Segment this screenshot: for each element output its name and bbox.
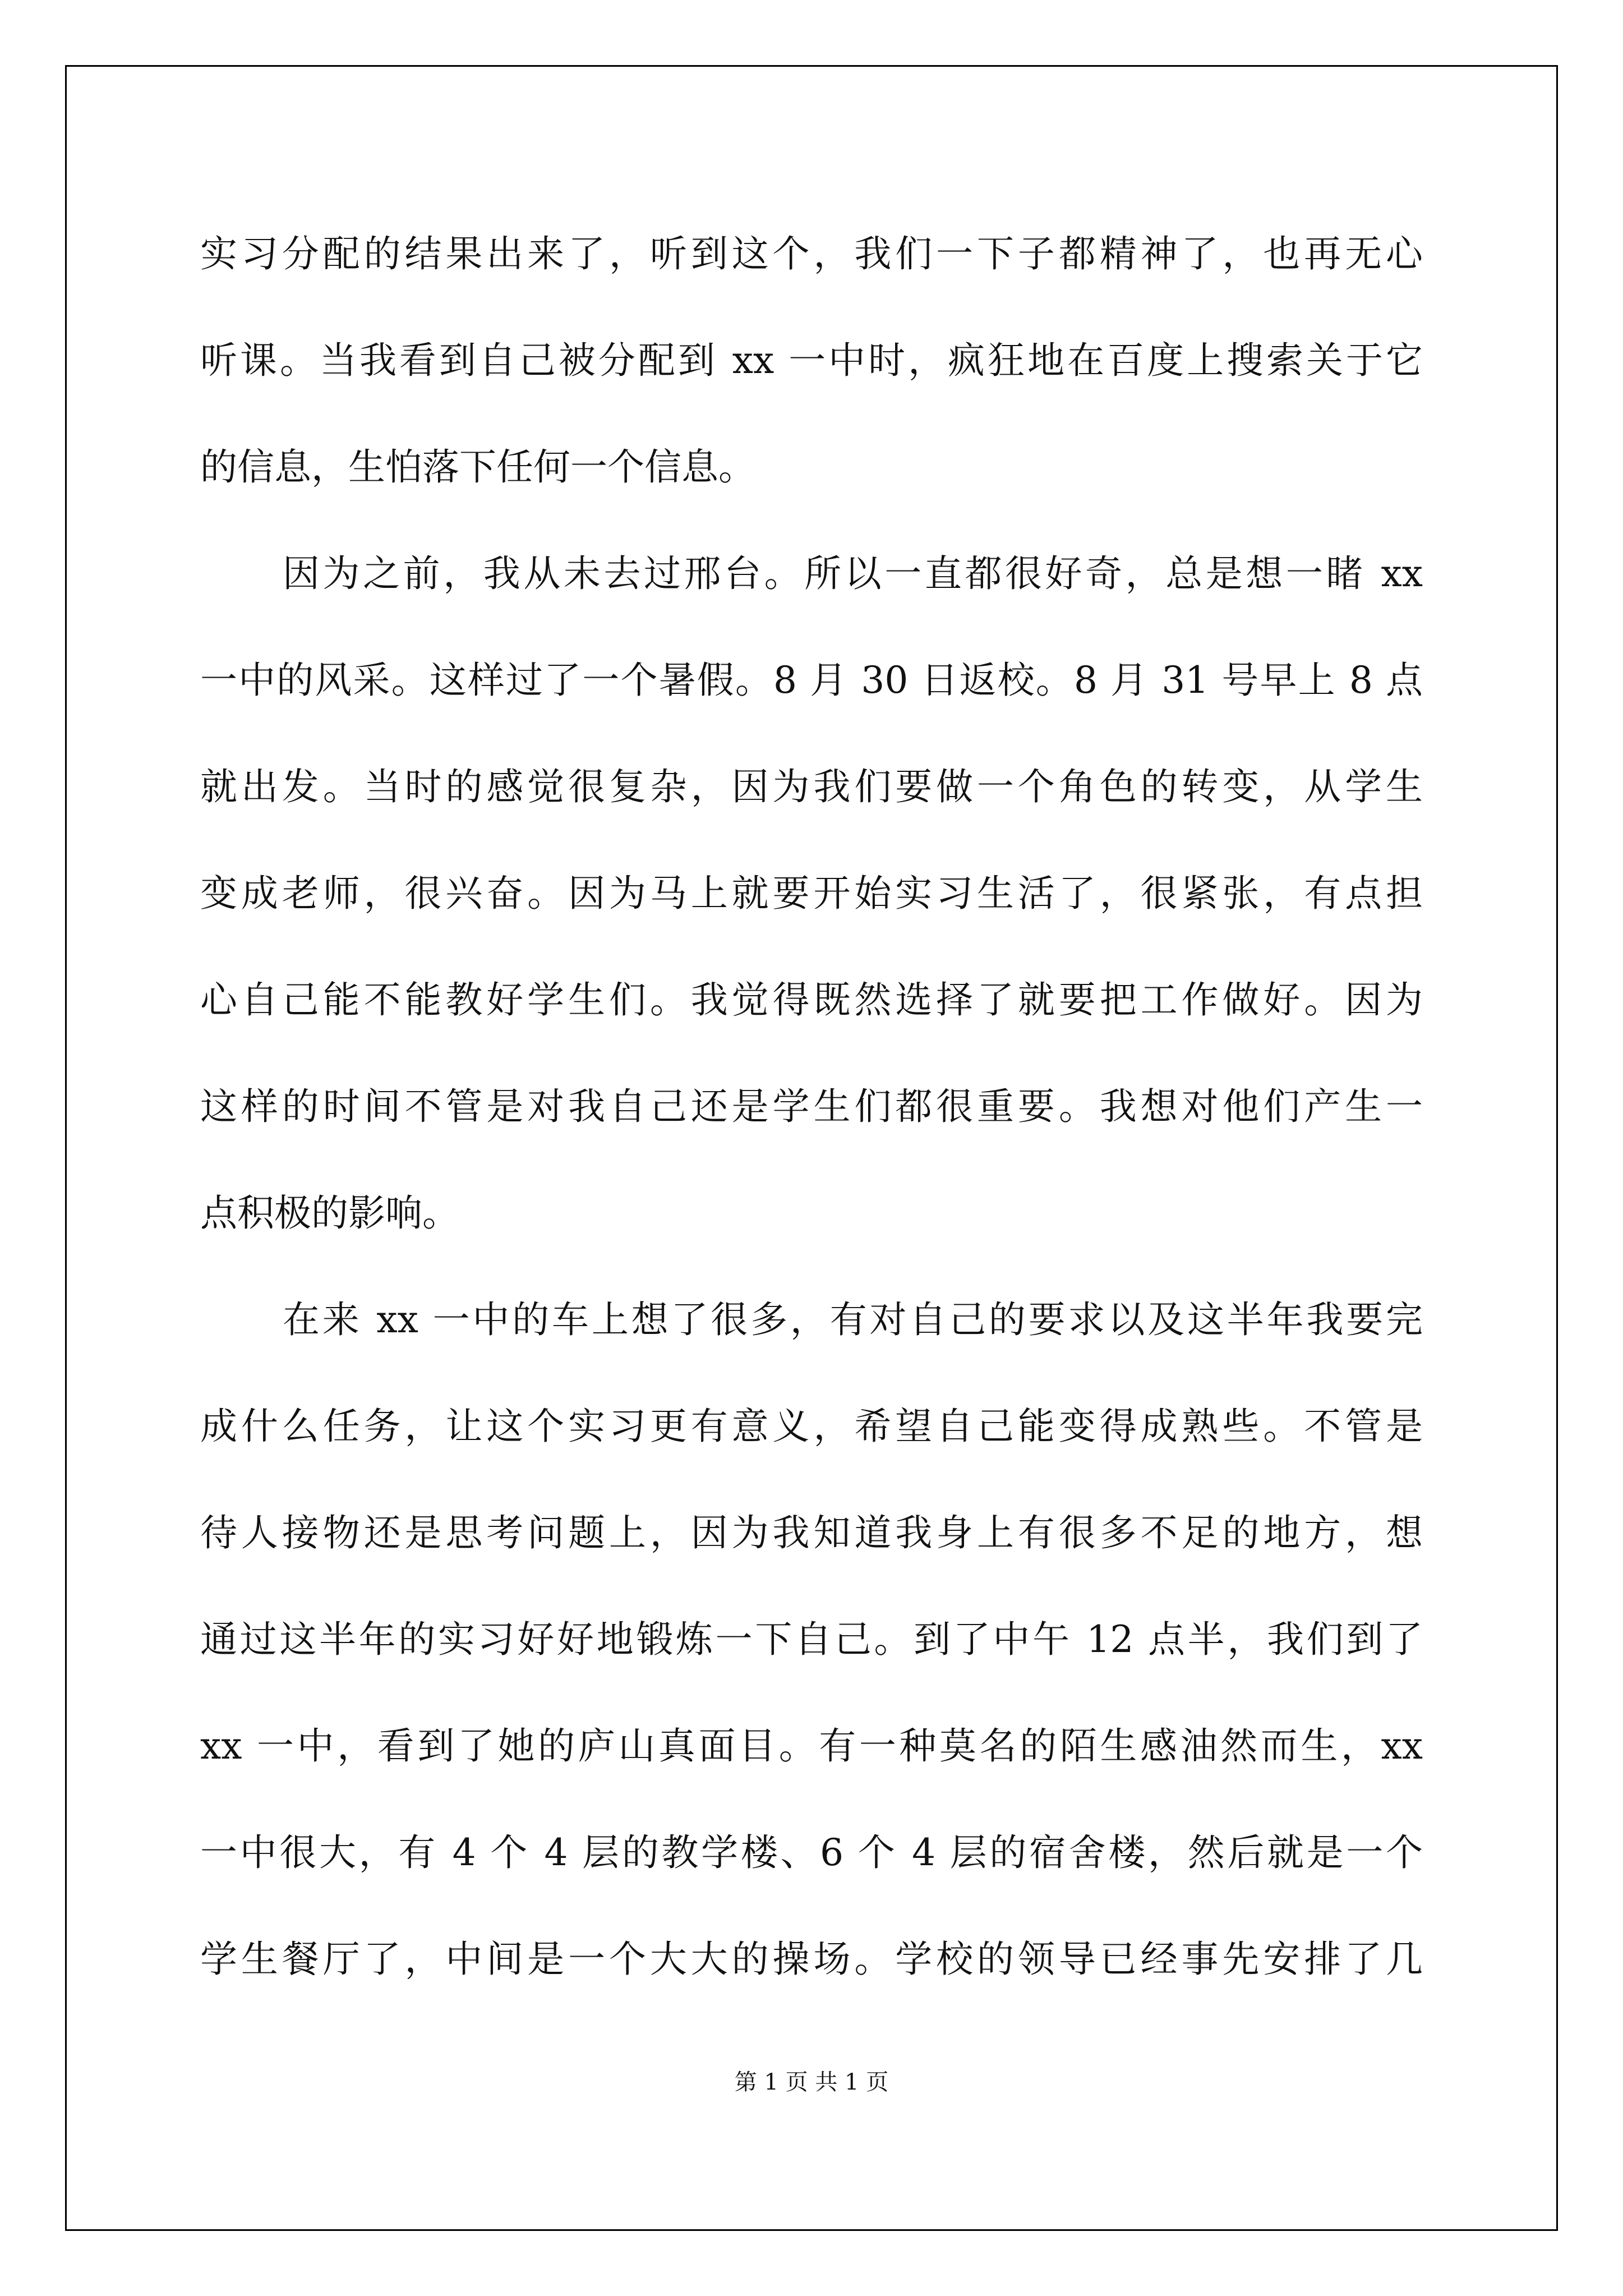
text-line: 通过这半年的实习好好地锻炼一下自己。到了中午 12 点半，我们到了	[200, 1618, 1423, 1661]
text-line: 成什么任务，让这个实习更有意义，希望自己能变得成熟些。不管是	[200, 1405, 1423, 1448]
text-line: 心自己能不能教好学生们。我觉得既然选择了就要把工作做好。因为	[200, 978, 1423, 1022]
text-line: 一中的风采。这样过了一个暑假。8 月 30 日返校。8 月 31 号早上 8 点	[200, 659, 1423, 702]
text-line: 实习分配的结果出来了，听到这个，我们一下子都精神了，也再无心	[200, 232, 1423, 275]
text-line: 就出发。当时的感觉很复杂，因为我们要做一个角色的转变，从学生	[200, 765, 1423, 808]
paragraph-1	[200, 201, 1423, 521]
text-line: 点积极的影响。	[200, 1191, 459, 1235]
text-line: 这样的时间不管是对我自己还是学生们都很重要。我想对他们产生一	[200, 1085, 1423, 1128]
text-line: 学生餐厅了，中间是一个大大的操场。学校的领导已经事先安排了几	[200, 1938, 1423, 1981]
paragraph-3	[200, 1267, 1423, 2013]
document-body	[200, 201, 1423, 2013]
text-line: 一中很大，有 4 个 4 层的教学楼、6 个 4 层的宿舍楼，然后就是一个	[200, 1831, 1423, 1874]
text-line: 待人接物还是思考问题上，因为我知道我身上有很多不足的地方，想	[200, 1511, 1423, 1554]
text-line: 因为之前，我从未去过邢台。所以一直都很好奇，总是想一睹 xx	[283, 552, 1423, 595]
text-line: 听课。当我看到自己被分配到 xx 一中时，疯狂地在百度上搜索关于它	[200, 339, 1423, 382]
text-line: 变成老师，很兴奋。因为马上就要开始实习生活了，很紧张，有点担	[200, 872, 1423, 915]
paragraph-2	[200, 521, 1423, 1267]
page-footer: 第 1 页 共 1 页	[734, 2069, 889, 2095]
text-line: 在来 xx 一中的车上想了很多，有对自己的要求以及这半年我要完	[283, 1298, 1423, 1341]
text-line: 的信息，生怕落下任何一个信息。	[200, 445, 755, 489]
text-line: xx 一中，看到了她的庐山真面目。有一种莫名的陌生感油然而生，xx	[200, 1724, 1423, 1768]
